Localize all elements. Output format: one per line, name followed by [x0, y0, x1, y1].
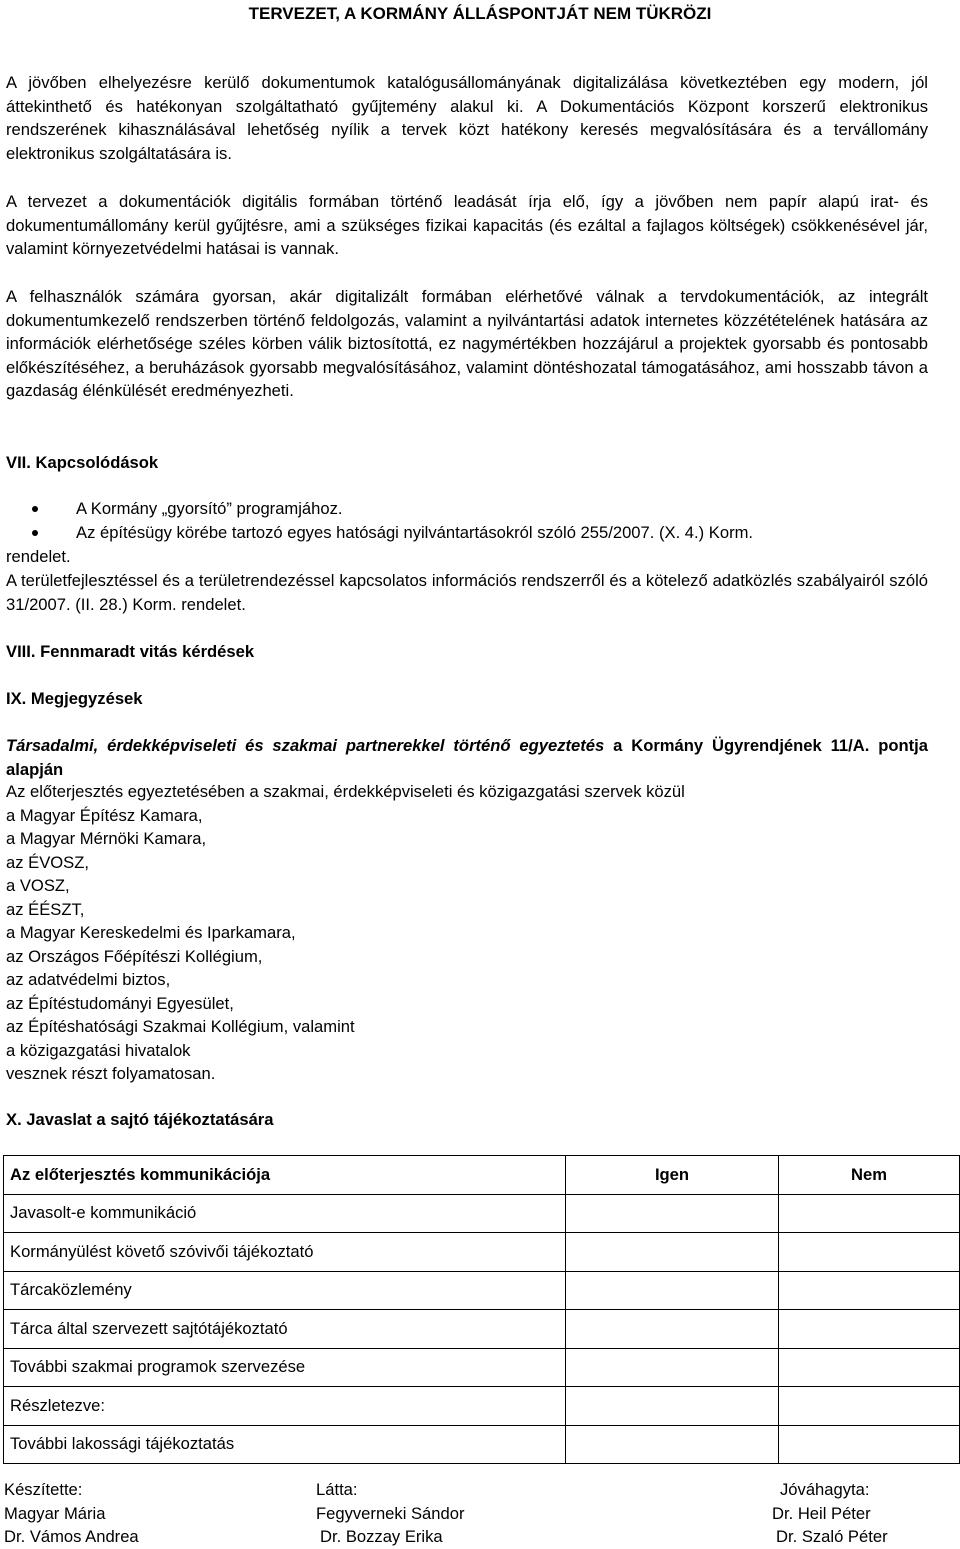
list-item: a Magyar Építész Kamara, [6, 805, 203, 825]
document-header: TERVEZET, A KORMÁNY ÁLLÁSPONTJÁT NEM TÜKRÖZI [248, 4, 712, 23]
list-item: az Építéshatósági Szakmai Kollégium, valamint [6, 1017, 355, 1036]
signature-approved [772, 1478, 888, 1549]
list-item: az Építéstudományi Egyesület, [6, 993, 234, 1013]
table-row [4, 1348, 960, 1387]
consultation-intro: Az előterjesztés egyeztetésében a szakmai, érdekképviseleti és közigazgatási szervek közül [6, 782, 685, 801]
row-label: Javasolt-e kommunikáció [4, 1194, 566, 1233]
signature-seen [316, 1478, 465, 1549]
no-cell [779, 1387, 960, 1426]
no-cell [779, 1310, 960, 1349]
row-label: További lakossági tájékoztatás [4, 1425, 566, 1464]
list-item [6, 497, 928, 521]
consultation-heading [6, 734, 928, 781]
consultation-heading-rest: a Kormány Ügyrendjének 11/A. pontja alapján [6, 736, 928, 779]
yes-cell [566, 1233, 779, 1272]
list-item: a VOSZ, [6, 876, 70, 895]
bullet-text: Az építésügy körébe tartozó egyes hatósági nyilvántartásokról szóló 255/2007. (X. 4.) Korm. [76, 522, 754, 542]
communication-table [3, 1155, 960, 1464]
yes-cell [566, 1387, 779, 1426]
table-header-row [4, 1156, 960, 1195]
section-7-bullet-list [6, 497, 928, 544]
header-yes: Igen [566, 1156, 779, 1195]
no-cell [779, 1348, 960, 1387]
row-label: Tárca által szervezett sajtótájékoztató [4, 1310, 566, 1349]
signature-name: Dr. Bozzay Erika [320, 1527, 443, 1546]
list-item: az Országos Főépítészi Kollégium, [6, 946, 263, 966]
no-cell [779, 1194, 960, 1233]
table-row [4, 1271, 960, 1310]
list-item [6, 521, 928, 545]
list-item: az ÉÉSZT, [6, 899, 85, 919]
no-cell [779, 1233, 960, 1272]
table-row [4, 1425, 960, 1464]
paragraph-users-benefits: A felhasználók számára gyorsan, akár digitalizált formában elérhetővé válnak a tervdokumentációk, az integrált dokumentumkezelő rendszerben történő feldolgozás, valamint a nyilvántartási adatok internetes közzétételének hatására az információk elérhetősége széles körben válik biztosítottá, ez nagymértékben hozzájárul a projektek gyorsabb és pontosabb előkészítéséhez, a beruházások gyorsabb megvalósításához, valamint döntéshozatal támogatásához, ami hosszabb távon a gazdaság élénkülését eredményezheti. [6, 287, 928, 400]
section-10-title: X. Javaslat a sajtó tájékoztatására [6, 1110, 274, 1129]
table-row [4, 1387, 960, 1426]
bullet-icon [32, 530, 38, 536]
bullet-wrap-text: rendelet. [6, 547, 71, 566]
list-item: az adatvédelmi biztos, [6, 970, 171, 989]
yes-cell [566, 1425, 779, 1464]
paragraph-digitalization: A jövőben elhelyezésre kerülő dokumentumok katalógusállományának digitalizálása következtében egy modern, jól áttekinthető és hatékonyan szolgáltatható gyűjtemény alakul ki. A Dokumentációs Központ korszerű elektronikus rendszerének kihasználásával lehetőség nyílik a tervek közt hatékony keresés megvalósítására és a tervállomány elektronikus szolgáltatására is. [6, 73, 928, 163]
yes-cell [566, 1348, 779, 1387]
signature-prepared [4, 1478, 139, 1549]
consulted-organizations-list [6, 780, 685, 1086]
signature-name: Dr. Szaló Péter [776, 1527, 888, 1546]
row-label: Kormányülést követő szóvivői tájékoztató [4, 1233, 566, 1272]
table-row [4, 1194, 960, 1233]
signature-name: Magyar Mária [4, 1503, 106, 1523]
row-label: Részletezve: [4, 1387, 566, 1426]
list-item: a Magyar Kereskedelmi és Iparkamara, [6, 923, 296, 942]
yes-cell [566, 1194, 779, 1233]
section-7-extra-regulation: A területfejlesztéssel és a területrendezéssel kapcsolatos információs rendszerről és a kötelező adatközlés szabályairól szóló 31/2007. (II. 28.) Korm. rendelet. [6, 571, 928, 614]
paragraph-digital-submission: A tervezet a dokumentációk digitális formában történő leadását írja elő, így a jövőben nem papír alapú irat- és dokumentumállomány kerül gyűjtésre, ami a szükséges fizikai kapacitás (és ezáltal a fajlagos költségek) csökkenésével jár, valamint környezetvédelmi hatásai is vannak. [6, 192, 928, 258]
bullet-text: A Kormány „gyorsító” programjához. [76, 499, 343, 518]
consultation-heading-italic: Társadalmi, érdekképviseleti és szakmai partnerekkel történő egyeztetés [6, 736, 605, 755]
table-row [4, 1310, 960, 1349]
no-cell [779, 1425, 960, 1464]
no-cell [779, 1271, 960, 1310]
signature-name: Dr. Heil Péter [772, 1503, 871, 1523]
header-no: Nem [779, 1156, 960, 1195]
table-row [4, 1233, 960, 1272]
list-item: a Magyar Mérnöki Kamara, [6, 829, 207, 848]
list-item: a közigazgatási hivatalok [6, 1040, 191, 1060]
list-item: az ÉVOSZ, [6, 852, 89, 872]
signature-label: Készítette: [4, 1480, 83, 1499]
signature-name: Fegyverneki Sándor [316, 1503, 465, 1523]
signature-label: Jóváhagyta: [780, 1480, 870, 1499]
row-label: Tárcaközlemény [4, 1271, 566, 1310]
row-label: További szakmai programok szervezése [4, 1348, 566, 1387]
section-8-title: VIII. Fennmaradt vitás kérdések [6, 642, 255, 661]
section-9-title: IX. Megjegyzések [6, 689, 143, 708]
list-item: vesznek részt folyamatosan. [6, 1064, 216, 1083]
signature-label: Látta: [316, 1480, 358, 1499]
yes-cell [566, 1310, 779, 1349]
signature-name: Dr. Vámos Andrea [4, 1527, 139, 1546]
section-7-title: VII. Kapcsolódások [6, 453, 159, 472]
yes-cell [566, 1271, 779, 1310]
header-communication: Az előterjesztés kommunikációja [4, 1156, 566, 1195]
bullet-icon [32, 506, 38, 512]
